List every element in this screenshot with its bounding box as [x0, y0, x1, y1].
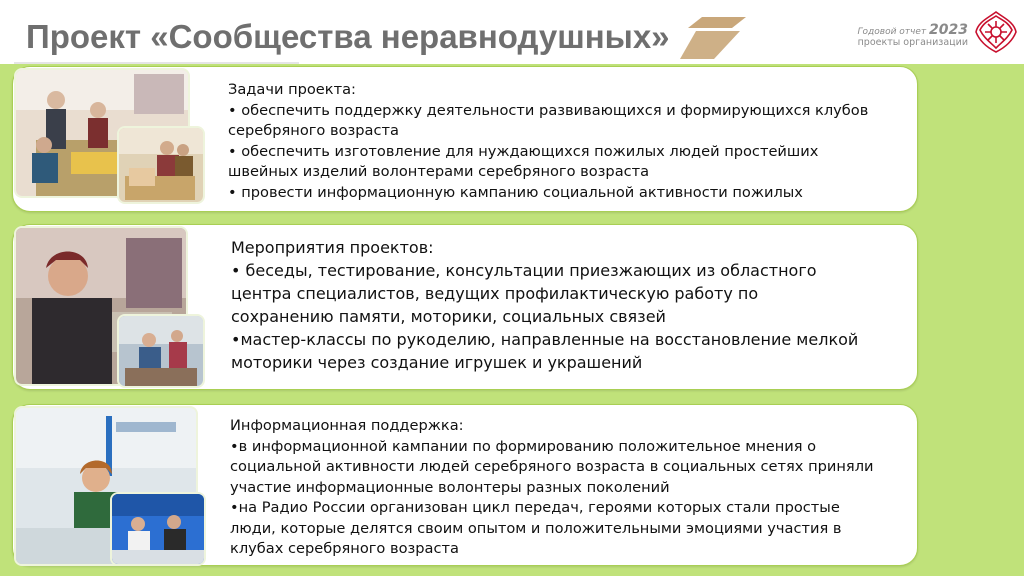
photo-sewing-items — [117, 126, 205, 204]
section-text-events — [231, 236, 858, 374]
text-line: •на Радио России организован цикл передач, героями которых стали простые — [230, 499, 840, 516]
report-label-block — [858, 22, 968, 48]
text-line: • беседы, тестирование, консультации приезжающих из областного — [231, 261, 817, 280]
events-heading: Мероприятия проектов: — [231, 238, 434, 257]
report-subtitle: проекты организации — [857, 37, 968, 48]
text-line: сохранению памяти, моторики, социальных связей — [231, 307, 666, 326]
text-line: люди, которые делятся своим опытом и положительными эмоциями участия в — [230, 519, 842, 537]
stripes-decoration-icon — [680, 17, 746, 59]
text-line: •в информационной кампании по формированию положительное мнения о — [230, 437, 817, 455]
text-line: • обеспечить изготовление для нуждающихся пожилых людей простейших — [228, 142, 819, 160]
text-line: социальной активности людей серебряного возраста в социальных сетях приняли — [230, 458, 874, 475]
header — [0, 0, 1024, 64]
report-year: 2023 — [929, 22, 968, 38]
text-line: участие информационные волонтеры разных поколений — [230, 478, 670, 496]
text-line: швейных изделий волонтерами серебряного возраста — [228, 163, 650, 180]
text-line: • провести информационную кампанию социальной активности пожилых — [228, 183, 803, 201]
text-line: •мастер-классы по рукоделию, направленные на восстановление мелкой — [231, 330, 859, 349]
photo-crafts-class — [117, 314, 205, 388]
text-line: моторики через создание игрушек и украшений — [231, 353, 643, 372]
report-label: Годовой отчет — [857, 27, 927, 37]
photo-radio-broadcast — [110, 492, 206, 566]
page-title: Проект «Сообщества неравнодушных» — [26, 18, 670, 55]
text-line: центра специалистов, ведущих профилактическую работу по — [231, 284, 759, 303]
section-text-info — [230, 416, 874, 560]
text-line: клубах серебряного возраста — [230, 540, 459, 557]
info-heading: Информационная поддержка: — [230, 417, 464, 434]
tasks-heading: Задачи проекта: — [228, 81, 356, 98]
section-text-tasks — [228, 80, 868, 203]
text-line: • обеспечить поддержку деятельности развивающихся и формирующихся клубов — [228, 101, 869, 119]
text-line: серебряного возраста — [228, 122, 399, 139]
company-logo-icon — [974, 10, 1018, 54]
